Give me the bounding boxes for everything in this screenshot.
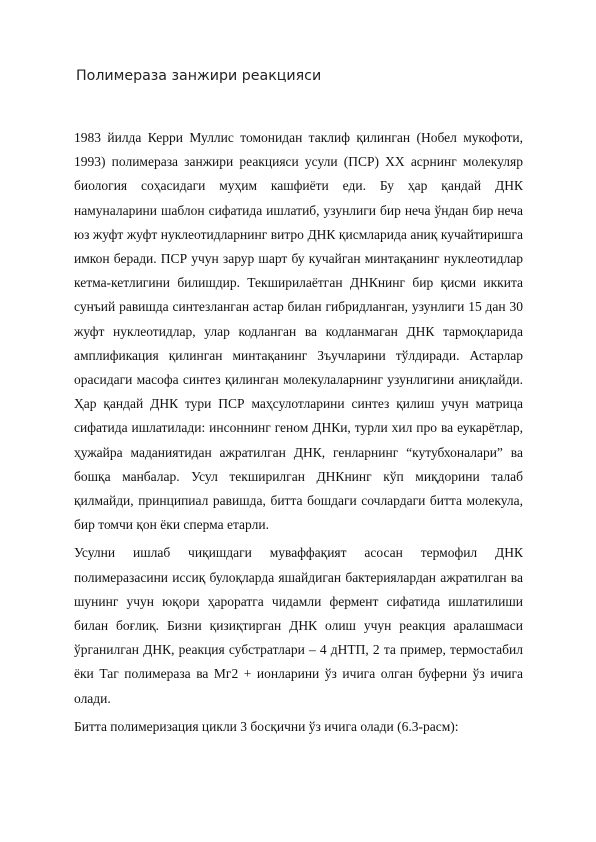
paragraph-thermophilic-polymerase: Усулни ишлаб чиқишдаги муваффақият асосан термофил ДНК полимеразасини иссиқ булоқларда яшайдиган бактериялардан ажратилган ва шунинг учун юқори ҳароратга чидамли фермент сифатида ишлатилиши билан боғлиқ. Бизни қизиқтирган ДНК олиш учун реакция аралашмаси ўрганилган ДНК, реакция субстратлари – 4 дНТП, 2 та пример, термостабил ёки Таг полимераза ва Мг2 + ионларини ўз ичига олган буферни ўз ичига олади.: [74, 545, 523, 706]
paragraph-polymerization-cycle: Битта полимеризация цикли 3 босқични ўз ичига олади (6.3-расм):: [74, 718, 459, 734]
section-heading: Полимераза занжири реакцияси: [76, 68, 322, 84]
body-text: [74, 126, 523, 743]
paragraph-pcr-history: 1983 йилда Керри Муллис томонидан таклиф қилинган (Нобел мукофоти, 1993) полимераза занжири реакцияси усули (ПСР) XX асрнинг молекуляр биология соҳасидаги муҳим кашфиёти еди. Бу ҳар қандай ДНК намуналарини шаблон сифатида ишлатиб, узунлиги бир неча ўндан бир неча юз жуфт жуфт нуклеотидларнинг витро ДНК қисмларида аниқ кучайтиришга имкон беради. ПСР учун зарур шарт бу кучайган минтақанинг нуклеотидлар кетма-кетлигини билишдир. Текширилаётган ДНКнинг бир қисми иккита сунъий равишда синтезланган астар билан гибридланган, узунлиги 15 дан 30 жуфт нуклеотидлар, улар кодланган ва кодланмаган ДНК тармоқларида амплификация қилинган минтақанинг Зъучларини тўлдиради. Астарлар орасидаги масофа синтез қилинган молекулаларнинг узунлигини аниқлайди. Ҳар қандай ДНК тури ПСР маҳсулотларини синтез қилиш учун матрица сифатида ишлатилади: инсоннинг геном ДНКи, турли хил про ва еукарётлар, ҳужайра маданиятидан ажратилган ДНК, генларнинг “кутубхоналари” ва бошқа манбалар. Усул текширилган ДНКнинг кўп миқдорини талаб қилмайди, принципиал равишда, битта бошдаги сочлардаги битта молекула, бир томчи қон ёки сперма етарли.: [74, 130, 523, 533]
